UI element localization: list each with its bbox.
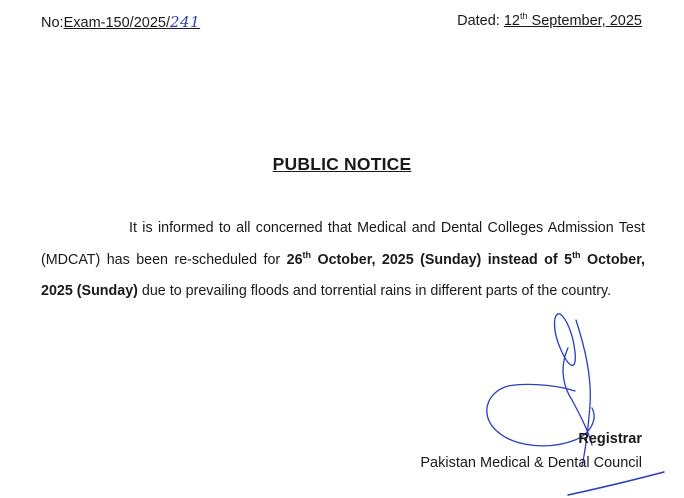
issue-date-rest: September, 2025 (531, 13, 642, 29)
old-date-sup: th (572, 249, 581, 260)
new-date-day: 26 (286, 251, 303, 268)
issue-date-sup: th (520, 11, 528, 22)
notice-title: PUBLIC NOTICE (272, 154, 412, 174)
date-label: Dated: (457, 13, 500, 29)
new-date-rest: October, 2025 (Sunday) instead of (311, 251, 565, 268)
reference-number-text: Exam-150/2025/ (63, 15, 170, 31)
registrar-title: Registrar (578, 431, 642, 447)
body-part-2: due to prevailing floods and torrential rains in different parts of the country. (137, 283, 612, 299)
old-date-day: 5 (564, 251, 573, 268)
handwritten-serial: 241 (169, 13, 201, 31)
issue-date-day: 12 (503, 13, 520, 29)
council-name: Pakistan Medical & Dental Council (420, 455, 642, 471)
reference-label: No: (41, 15, 64, 31)
old-date-rest: October, 2025 (Sunday) (41, 251, 645, 299)
new-date-sup: th (302, 249, 312, 260)
body-part-1: It is informed to all concerned that Medical and Dental Colleges Admission Test (MDCAT) has been re-scheduled for (41, 220, 645, 268)
